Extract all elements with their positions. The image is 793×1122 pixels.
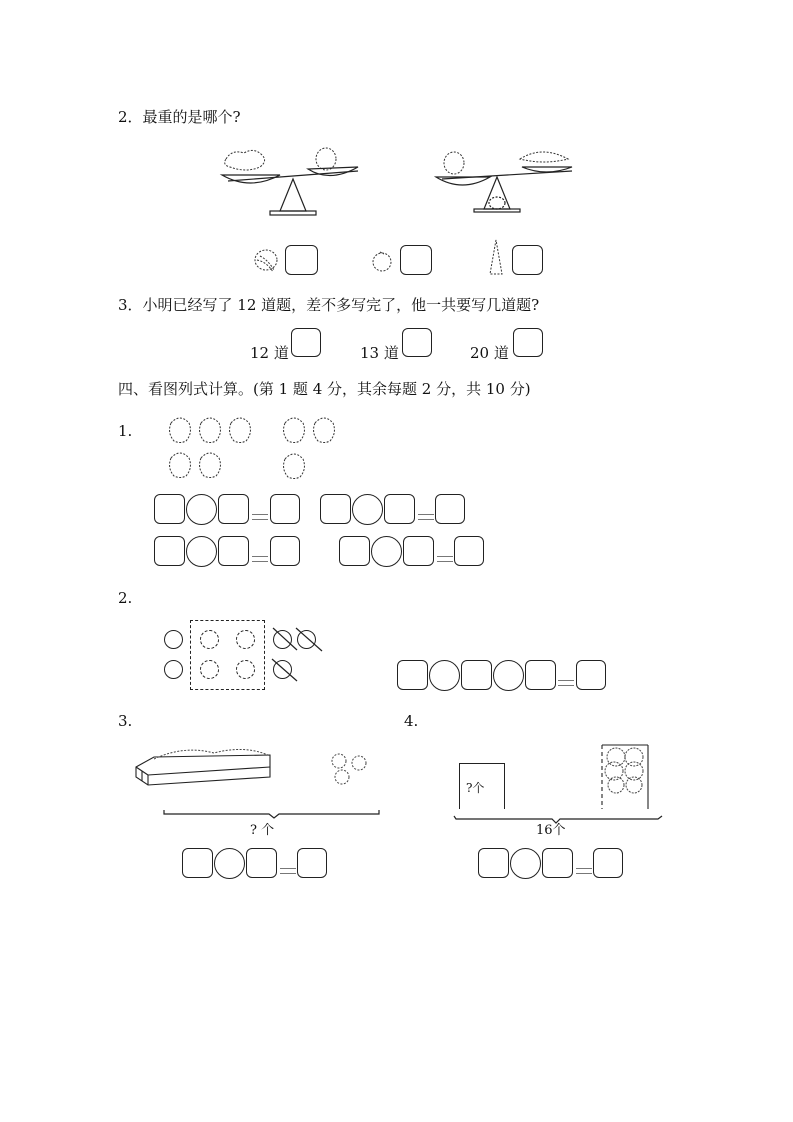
- equals-sign: [576, 868, 592, 874]
- number-box[interactable]: [182, 848, 213, 878]
- operator-circle[interactable]: [493, 660, 524, 691]
- option-label-12: 12 道: [250, 344, 289, 362]
- option-label-13: 13 道: [360, 344, 399, 362]
- equals-sign: [558, 680, 574, 686]
- question-2-title: 2．最重的是哪个?: [118, 108, 241, 126]
- fruit-tray-icon: [134, 745, 384, 820]
- equals-sign: [280, 868, 296, 874]
- number-box[interactable]: [542, 848, 573, 878]
- number-box[interactable]: [525, 660, 556, 690]
- section-4-heading: 四、看图列式计算。(第 1 题 4 分，其余每题 2 分，共 10 分): [118, 380, 531, 398]
- result-box[interactable]: [593, 848, 623, 878]
- result-box[interactable]: [576, 660, 606, 690]
- brace-label-3: ? 个: [250, 823, 275, 838]
- fruit-basket-icon: [600, 743, 650, 809]
- result-box[interactable]: [297, 848, 327, 878]
- problem-2-number: 2.: [118, 589, 133, 607]
- number-box[interactable]: [478, 848, 509, 878]
- brace-label-4: 16个: [536, 823, 566, 838]
- option-label-20: 20 道: [470, 344, 509, 362]
- number-box[interactable]: [246, 848, 277, 878]
- operator-circle[interactable]: [429, 660, 460, 691]
- problem-1-number: 1.: [118, 422, 133, 440]
- question-3-title: 3．小明已经写了 12 道题，差不多写完了，他一共要写几道题?: [118, 296, 540, 314]
- problem-3-number: 3.: [118, 712, 133, 730]
- operator-circle[interactable]: [510, 848, 541, 879]
- unknown-count-box: [459, 763, 505, 809]
- problem-4-number: 4.: [404, 712, 419, 730]
- number-box[interactable]: [461, 660, 492, 690]
- unknown-count-label: ?个: [466, 781, 485, 795]
- number-box[interactable]: [397, 660, 428, 690]
- operator-circle[interactable]: [214, 848, 245, 879]
